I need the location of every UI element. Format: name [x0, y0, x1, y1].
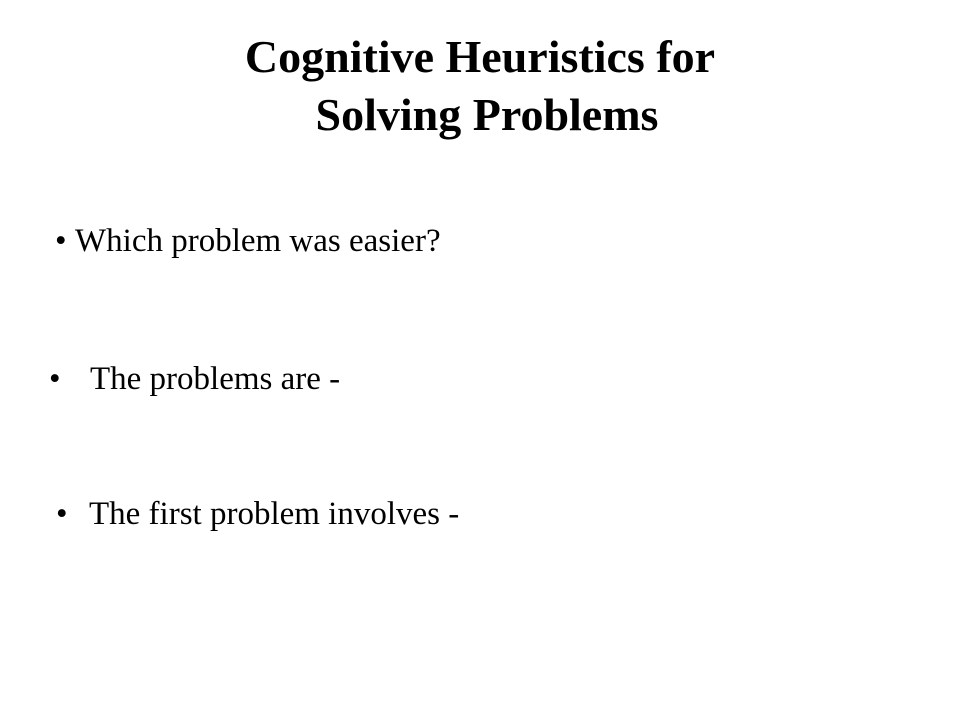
bullet-text: The first problem involves -	[89, 496, 460, 532]
bullet-item	[56, 494, 459, 534]
title-line-1: Cognitive Heuristics for	[244, 31, 716, 82]
bullet-dot-icon: •	[49, 361, 61, 397]
bullet-item	[55, 221, 441, 261]
bullet-dot-icon: •	[55, 223, 67, 259]
bullet-dot-icon: •	[56, 496, 68, 532]
bullet-item	[49, 359, 340, 399]
bullet-text: The problems are -	[90, 361, 341, 397]
slide-title	[0, 28, 960, 144]
bullet-text: Which problem was easier?	[75, 223, 441, 259]
title-line-2: Solving Problems	[315, 89, 659, 140]
